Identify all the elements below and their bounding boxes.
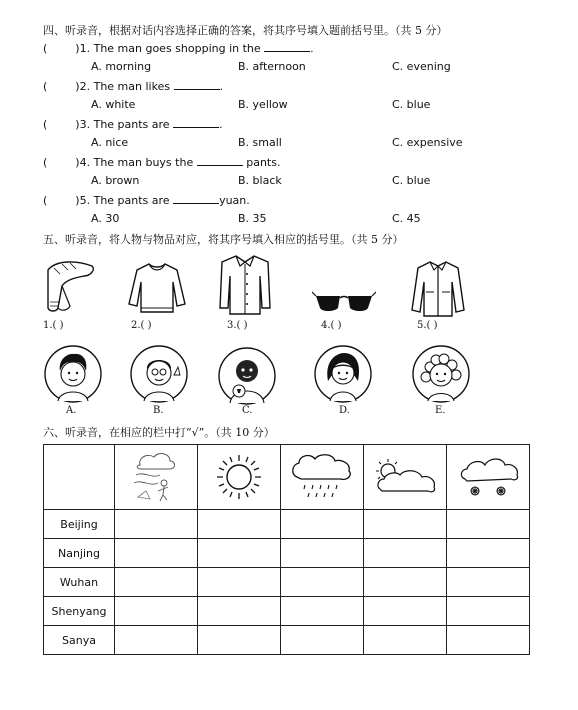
answer-cell[interactable] — [364, 597, 447, 626]
option-a: A. morning — [91, 60, 152, 73]
answer-cell[interactable] — [198, 539, 281, 568]
question-number: )4. — [75, 156, 91, 169]
section6-title: 六、听录音，在相应的栏中打“√”。（共 10 分） — [43, 426, 275, 439]
sweater-icon — [127, 260, 187, 318]
weather-row-nanjing — [44, 539, 530, 568]
answer-cell[interactable] — [198, 568, 281, 597]
answer-cell[interactable] — [115, 597, 198, 626]
girl-curly-portrait-icon — [412, 345, 470, 403]
answer-cell[interactable] — [281, 539, 364, 568]
answer-cell[interactable] — [447, 568, 530, 597]
sunny-icon — [215, 453, 263, 501]
city-name-cell: Nanjing — [44, 539, 115, 568]
question-text-end: . — [310, 42, 314, 55]
person-label-a: A. — [66, 405, 77, 416]
answer-paren-open: ( — [43, 194, 48, 207]
question-text: The pants are — [93, 194, 170, 207]
question-number: )1. — [75, 42, 91, 55]
city-name-cell: Sanya — [44, 626, 115, 655]
city-name-cell: Beijing — [44, 510, 115, 539]
question-text-end: pants. — [246, 156, 281, 169]
option-b: B. afternoon — [238, 60, 306, 73]
answer-cell[interactable] — [198, 510, 281, 539]
sunny-cloudy-icon — [372, 457, 438, 497]
question-text-end: yuan. — [219, 194, 250, 207]
answer-cell[interactable] — [364, 510, 447, 539]
corner-cell — [44, 445, 115, 510]
weather-header-row — [44, 445, 530, 510]
question-text-end: . — [219, 118, 223, 131]
answer-cell[interactable] — [115, 626, 198, 655]
jacket-icon — [410, 258, 466, 318]
answer-cell[interactable] — [115, 510, 198, 539]
answer-paren-open: ( — [43, 80, 48, 93]
weather-row-sanya — [44, 626, 530, 655]
option-b: B. yellow — [238, 98, 288, 111]
answer-cell[interactable] — [115, 539, 198, 568]
item-label-3[interactable]: 3.( ) — [227, 320, 248, 331]
scarf-icon — [40, 256, 102, 318]
answer-cell[interactable] — [447, 597, 530, 626]
question-3 — [43, 117, 223, 131]
answer-paren-open: ( — [43, 156, 48, 169]
weather-header-cell — [115, 445, 198, 510]
section4-title: 四、听录音，根据对话内容选择正确的答案，将其序号填入题前括号里。（共 5 分） — [43, 24, 448, 37]
windy-icon — [130, 449, 182, 505]
question-number: )5. — [75, 194, 91, 207]
answer-paren-open: ( — [43, 42, 48, 55]
option-c: C. blue — [392, 98, 431, 111]
weather-header-cell — [447, 445, 530, 510]
option-a: A. brown — [91, 174, 140, 187]
answer-cell[interactable] — [115, 568, 198, 597]
option-a: A. 30 — [91, 212, 120, 225]
item-label-5[interactable]: 5.( ) — [417, 320, 438, 331]
question-5 — [43, 193, 250, 207]
question-number: )2. — [75, 80, 91, 93]
option-c: C. expensive — [392, 136, 463, 149]
answer-cell[interactable] — [281, 510, 364, 539]
answer-cell[interactable] — [364, 539, 447, 568]
weather-row-shenyang — [44, 597, 530, 626]
answer-cell[interactable] — [447, 539, 530, 568]
answer-cell[interactable] — [364, 568, 447, 597]
item-label-4[interactable]: 4.( ) — [321, 320, 342, 331]
answer-cell[interactable] — [281, 626, 364, 655]
boy-portrait-icon — [44, 345, 102, 403]
question-text: The man goes shopping in the — [93, 42, 261, 55]
fill-blank[interactable] — [173, 193, 219, 204]
option-b: B. 35 — [238, 212, 267, 225]
option-c: C. evening — [392, 60, 451, 73]
question-4 — [43, 155, 280, 169]
option-b: B. black — [238, 174, 282, 187]
question-text-end: . — [219, 80, 224, 93]
boy-football-portrait-icon — [218, 347, 276, 405]
answer-cell[interactable] — [281, 597, 364, 626]
weather-header-cell — [198, 445, 281, 510]
question-2 — [43, 79, 223, 93]
fill-blank[interactable] — [264, 41, 310, 52]
person-label-e: E. — [435, 405, 446, 416]
answer-cell[interactable] — [364, 626, 447, 655]
answer-paren-open: ( — [43, 118, 48, 131]
item-label-2[interactable]: 2.( ) — [131, 320, 152, 331]
option-a: A. nice — [91, 136, 129, 149]
person-label-d: D. — [339, 405, 350, 416]
answer-cell[interactable] — [447, 626, 530, 655]
weather-row-wuhan — [44, 568, 530, 597]
question-text: The man likes — [93, 80, 171, 93]
option-b: B. small — [238, 136, 282, 149]
fill-blank[interactable] — [197, 155, 243, 166]
weather-header-cell — [281, 445, 364, 510]
question-text: The man buys the — [93, 156, 194, 169]
option-c: C. 45 — [392, 212, 421, 225]
item-label-1[interactable]: 1.( ) — [43, 320, 64, 331]
option-a: A. white — [91, 98, 136, 111]
question-text: The pants are — [93, 118, 170, 131]
person-label-b: B. — [153, 405, 164, 416]
fill-blank[interactable] — [173, 117, 219, 128]
snowy-icon — [457, 453, 521, 501]
fill-blank[interactable] — [174, 79, 220, 90]
section5-title: 五、听录音，将人物与物品对应，将其序号填入相应的括号里。（共 5 分） — [43, 233, 404, 246]
shirt-icon — [218, 252, 272, 318]
weather-table — [43, 444, 530, 655]
answer-cell[interactable] — [447, 510, 530, 539]
option-c: C. blue — [392, 174, 431, 187]
question-number: )3. — [75, 118, 91, 131]
weather-header-cell — [364, 445, 447, 510]
city-name-cell: Shenyang — [44, 597, 115, 626]
person-label-c: C. — [242, 405, 253, 416]
answer-cell[interactable] — [198, 626, 281, 655]
answer-cell[interactable] — [281, 568, 364, 597]
sunglasses-icon — [312, 290, 376, 318]
city-name-cell: Wuhan — [44, 568, 115, 597]
boy-glasses-portrait-icon — [130, 345, 188, 403]
question-1 — [43, 41, 314, 55]
weather-row-beijing — [44, 510, 530, 539]
answer-cell[interactable] — [198, 597, 281, 626]
girl-portrait-icon — [314, 345, 372, 403]
rainy-icon — [289, 451, 355, 503]
